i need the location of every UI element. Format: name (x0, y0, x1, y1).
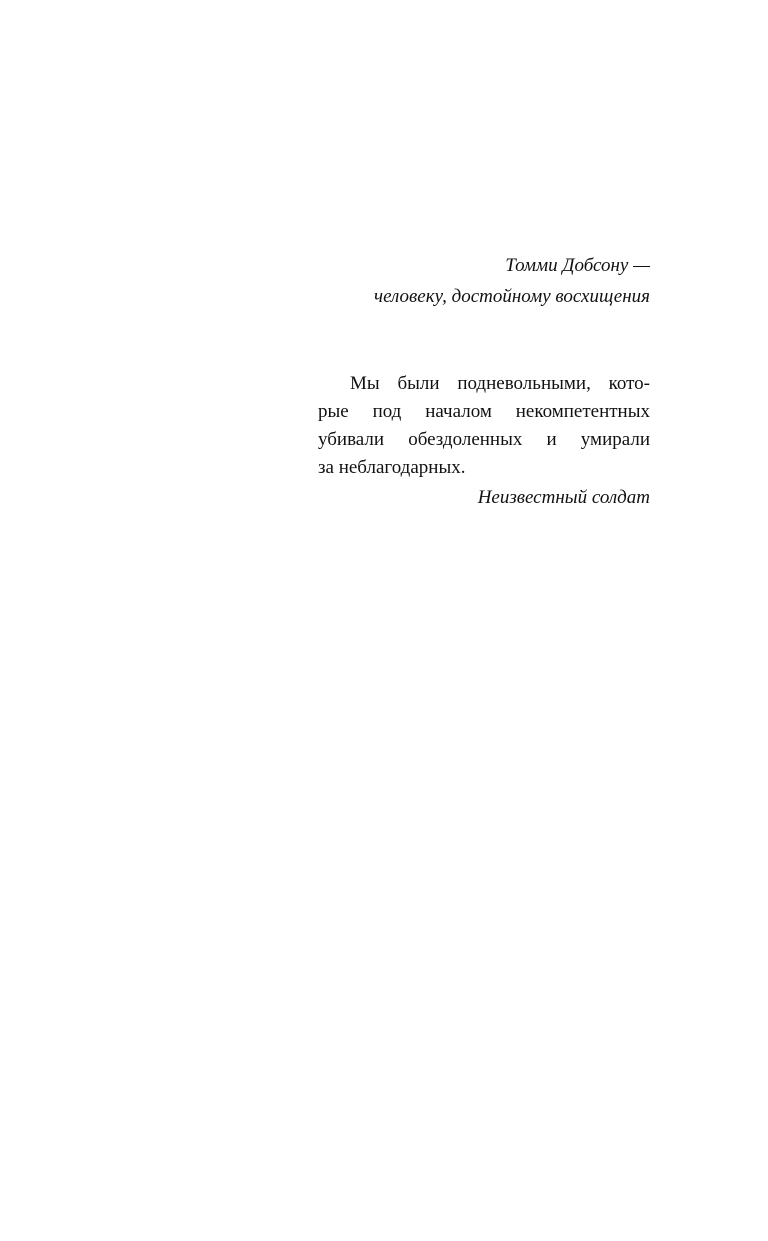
dedication-line-2: человеку, достойному восхищения (374, 286, 650, 307)
epigraph (318, 370, 650, 512)
epigraph-line-4: за неблагодарных. (318, 457, 466, 478)
epigraph-line-2: рые под началом некомпетентных (318, 401, 650, 422)
dedication-line-1: Томми Добсону — (505, 255, 650, 276)
epigraph-attribution: Неизвестный солдат (477, 487, 650, 508)
epigraph-line-3: убивали обездоленных и умирали (318, 429, 650, 450)
dedication (374, 250, 650, 312)
epigraph-line-1: Мы были подневольными, кото- (350, 373, 650, 394)
